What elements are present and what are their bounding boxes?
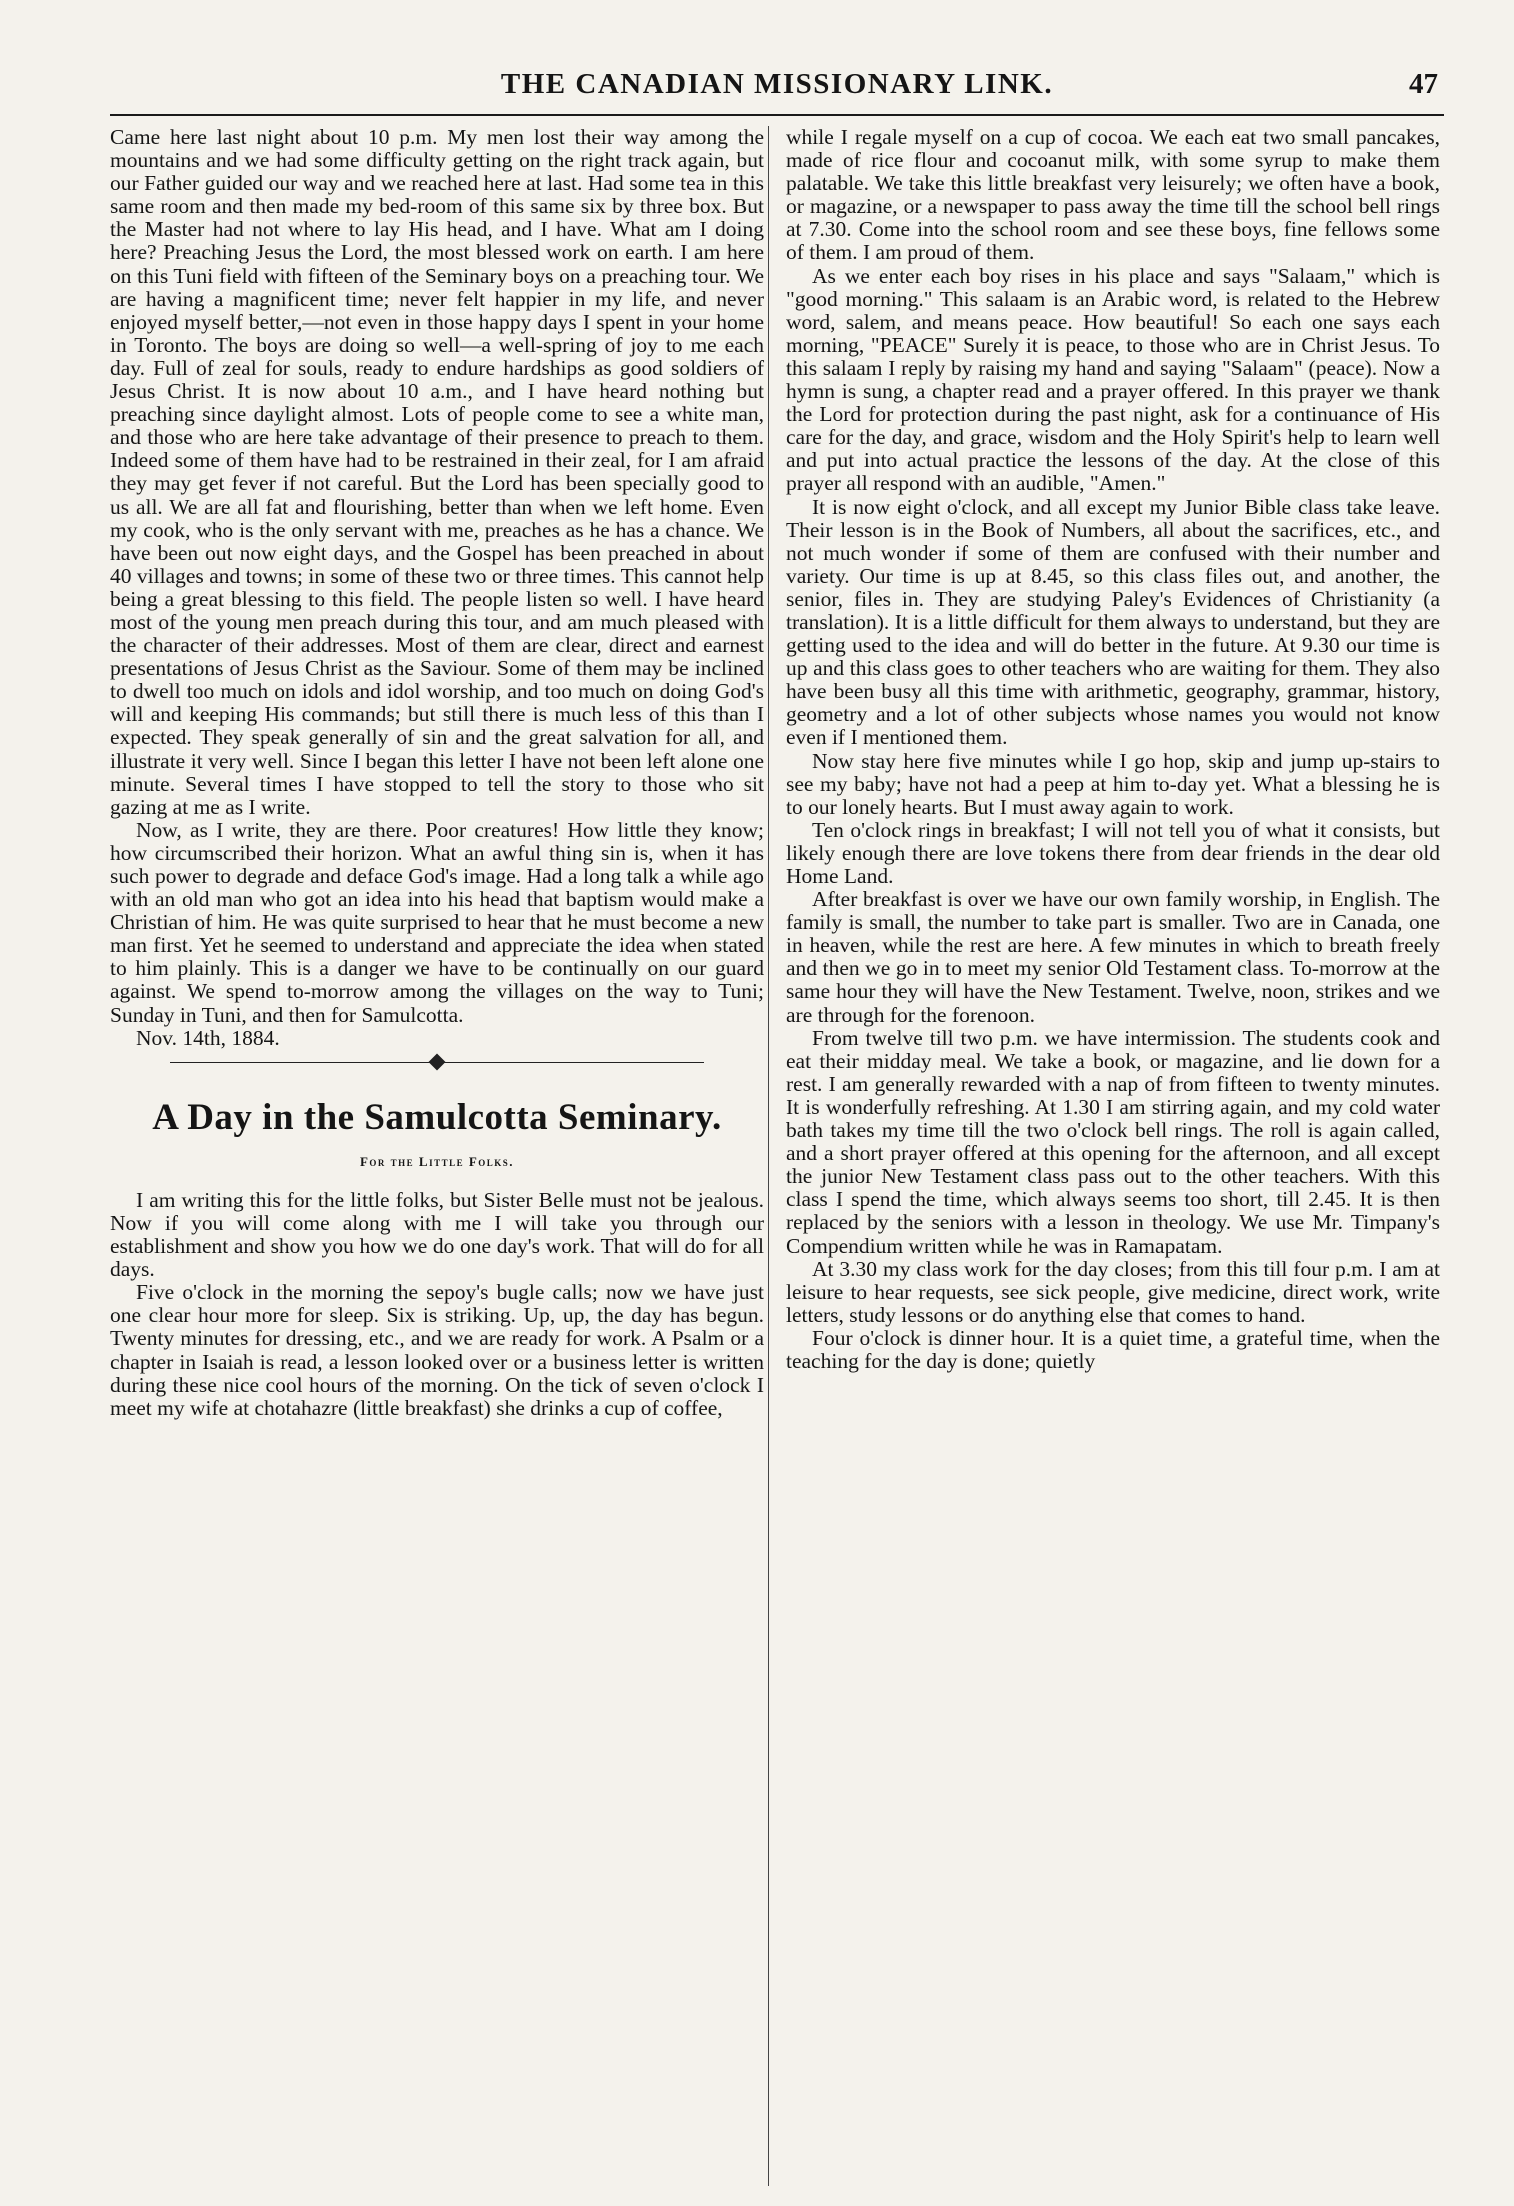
article-title: A Day in the Samulcotta Seminary. xyxy=(152,1096,722,1138)
right-column xyxy=(786,126,1440,1373)
page-header xyxy=(110,62,1444,116)
letter-paragraph: Came here last night about 10 p.m. My men lost their way among the mountains and we had some difficulty getting on the right track again, but our Father guided our way and we reached here at last. Had some tea in this same room and then made my bed-room of this same six by three box. But the Master had not where to lay His head, and I have. What am I doing here? Preaching Jesus the Lord, the most blessed work on earth. I am here on this Tuni field with fifteen of the Seminary boys on a preaching tour. We are having a magnificent time; never felt happier in my life, and never enjoyed myself better,—not even in those happy days I spent in your home in Toronto. The boys are doing so well—a well-spring of joy to me each day. Full of zeal for souls, ready to endure hardships as good soldiers of Jesus Christ. It is now about 10 a.m., and I have heard nothing but preaching since daylight almost. Lots of people come to see a white man, and those who are here take advantage of their presence to preach to them. Indeed some of them have had to be restrained in their zeal, for I am afraid they may get fever if not careful. But the Lord has been specially good to us all. We are all fat and flourishing, better than when we left home. Even my cook, who is the only servant with me, preaches as he has a chance. We have been out now eight days, and the Gospel has been preached in about 40 villages and towns; in some of these two or three times. This cannot help being a great blessing to this field. The people listen so well. I have heard most of the young men preach during this tour, and am much pleased with the character of their addresses. Most of them are clear, direct and earnest presentations of Jesus Christ as the Saviour. Some of them may be inclined to dwell too much on idols and idol worship, and too much on doing God's will and keeping His commands; but still there is much less of this than I expected. They speak generally of sin and the great salvation for all, and illustrate it very well. Since I began this letter I have not been left alone one minute. Several times I have stopped to tell the story to those who sit gazing at me as I write. xyxy=(110,125,764,819)
article-paragraph: Ten o'clock rings in breakfast; I will not tell you of what it consists, but likely enough there are love tokens there from dear friends in the dear old Home Land. xyxy=(786,817,1440,888)
article-paragraph: From twelve till two p.m. we have intermission. The students cook and eat their midday meal. We take a book, or magazine, and lie down for a rest. I am generally rewarded with a nap of from fifteen to twenty minutes. It is wonderfully refreshing. At 1.30 I am stirring again, and my cold water bath takes my time till the two o'clock bell rings. The roll is again called, and a short prayer offered at this opening for the afternoon, and all except the junior New Testament class pass out to the other teachers. With this class I spend the time, which always seems too short, till 2.45. It is then replaced by the seniors with a lesson in theology. We use Mr. Timpany's Compendium written while he was in Ramapatam. xyxy=(786,1025,1440,1258)
running-title: THE CANADIAN MISSIONARY LINK. xyxy=(500,68,1054,100)
article-paragraph: As we enter each boy rises in his place and says "Salaam," which is "good morning." This salaam is an Arabic word, is related to the Hebrew word, salem, and means peace. How beautiful! So each one says each morning, "PEACE" Surely it is peace, to those who are in Christ Jesus. To this salaam I reply by raising my hand and saying "Salaam" (peace). Now a hymn is sung, a chapter read and a prayer offered. In this prayer we thank the Lord for protection during the past night, ask for a continuance of His care for the day, and grace, wisdom and the Holy Spirit's help to learn well and put into actual practice the lessons of the day. At the close of this prayer all respond with an audible, "Amen." xyxy=(786,263,1440,496)
article-paragraph: After breakfast is over we have our own family worship, in English. The family is small, the number to take part is smaller. Two are in Canada, one in heaven, while the rest are here. A few minutes in which to breath freely and then we go in to meet my senior Old Testament class. To-morrow at the same hour they will have the New Testament. Twelve, noon, strikes and we are through for the forenoon. xyxy=(786,887,1440,1027)
article-paragraph: Four o'clock is dinner hour. It is a quiet time, a grateful time, when the teaching for the day is done; quietly xyxy=(786,1325,1440,1373)
article-paragraph: At 3.30 my class work for the day closes; from this till four p.m. I am at leisure to hear requests, see sick people, give medicine, direct work, write letters, study lessons or do anything else that comes to hand. xyxy=(786,1256,1440,1327)
page-number: 47 xyxy=(1409,68,1438,100)
article-paragraph: Five o'clock in the morning the sepoy's bugle calls; now we have just one clear hour more for sleep. Six is striking. Up, up, the day has begun. Twenty minutes for dressing, etc., and we are ready for work. A Psalm or a chapter in Isaiah is read, a lesson looked over or a business letter is written during these nice cool hours of the morning. On the tick of seven o'clock I meet my wife at chotahazre (little breakfast) she drinks a cup of coffee, xyxy=(110,1280,764,1420)
article-paragraph: Now stay here five minutes while I go hop, skip and jump up-stairs to see my baby; have not had a peep at him to-day yet. What a blessing he is to our lonely hearts. But I must away again to work. xyxy=(786,748,1440,819)
left-column xyxy=(110,126,764,1420)
article-paragraph: I am writing this for the little folks, but Sister Belle must not be jealous. Now if you will come along with me I will take you through our establishment and show you how we do one day's work. That will do for all days. xyxy=(110,1187,764,1282)
letter-paragraph: Now, as I write, they are there. Poor creatures! How little they know; how circumscribed their horizon. What an awful thing sin is, when it has such power to degrade and deface God's image. Had a long talk a while ago with an old man who got an idea into his head that baptism would make a Christian of him. He was quite surprised to hear that he must become a new man first. Yet he seemed to understand and appreciate the idea when stated to him plainly. This is a danger we have to be continually on our guard against. We spend to-morrow among the villages on the way to Tuni; Sunday in Tuni, and then for Samulcotta. xyxy=(110,817,764,1027)
divider-ornament-icon xyxy=(429,1053,446,1070)
article-paragraph: It is now eight o'clock, and all except my Junior Bible class take leave. Their lesson is in the Book of Numbers, all about the sacrifices, etc., and not much wonder if some of them are confused with their number and variety. Our time is up at 8.45, so this class files out, and another, the senior, files in. They are studying Paley's Evidences of Christianity (a translation). It is a little difficult for them always to understand, but they are getting used to the idea and will do better in the future. At 9.30 our time is up and this class goes to other teachers who are waiting for them. They also have been busy all this time with arithmetic, geography, grammar, history, geometry and a lot of other subjects whose names you would not know even if I mentioned them. xyxy=(786,494,1440,750)
article-subtitle: For the Little Folks. xyxy=(359,1153,515,1169)
column-rule xyxy=(768,126,769,2186)
section-divider xyxy=(110,1054,764,1072)
letter-dateline: Nov. 14th, 1884. xyxy=(136,1025,280,1050)
article-paragraph: while I regale myself on a cup of cocoa. We each eat two small pancakes, made of rice flour and cocoanut milk, with some syrup to make them palatable. We take this little breakfast very leisurely; we often have a book, or magazine, or a newspaper to pass away the time till the school bell rings at 7.30. Come into the school room and see these boys, fine fellows some of them. I am proud of them. xyxy=(786,125,1440,265)
